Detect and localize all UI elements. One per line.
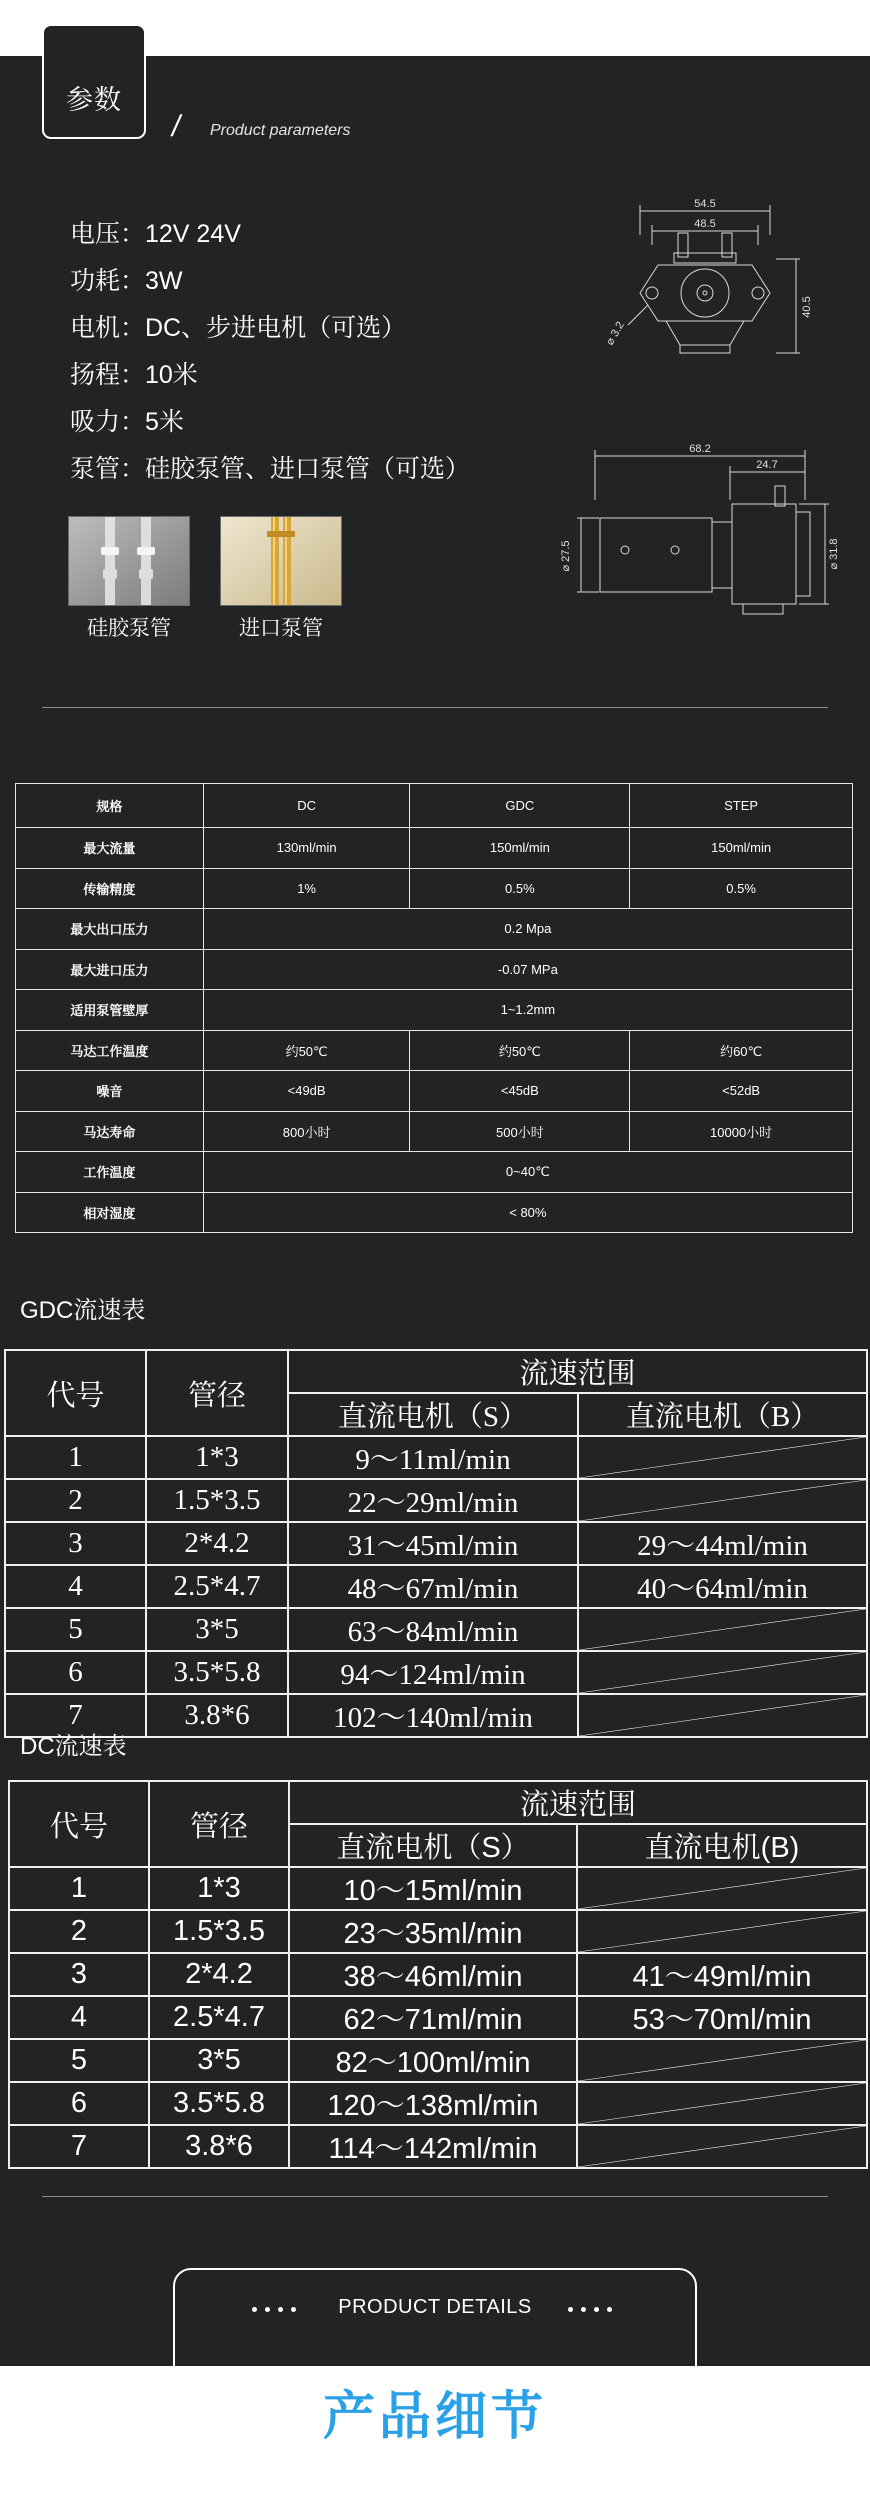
diameter-cell: 1*3 (149, 1867, 289, 1910)
flow-b-cell: 40～64ml/min (578, 1565, 867, 1608)
row-label: 最大出口压力 (16, 909, 204, 950)
product-details-heading: 产品细节 (322, 2388, 547, 2446)
table-cell: 约50℃ (203, 1030, 410, 1071)
header-cell: GDC (410, 784, 630, 828)
spec-suction: 吸力：5米 (70, 408, 184, 436)
range-header: 流速范围 (288, 1350, 867, 1393)
parameters-tab (42, 24, 146, 139)
flow-s-cell: 62～71ml/min (289, 1996, 577, 2039)
diameter-cell: 3*5 (149, 2039, 289, 2082)
table-cell: 1% (203, 868, 410, 909)
dc-header-row (9, 1781, 867, 1824)
table-row (16, 828, 853, 869)
code-cell: 7 (9, 2125, 149, 2168)
spec-head: 扬程：10米 (70, 361, 198, 389)
code-cell: 4 (9, 1996, 149, 2039)
table-cell: 0.5% (410, 868, 630, 909)
table-cell: 500小时 (410, 1111, 630, 1152)
row-label: 最大流量 (16, 828, 204, 869)
diameter-cell: 3.5*5.8 (146, 1651, 288, 1694)
flow-s-cell: 120～138ml/min (289, 2082, 577, 2125)
slash-divider: / (169, 110, 184, 143)
table-cell: 150ml/min (410, 828, 630, 869)
spec-table-header (16, 784, 853, 828)
flow-s-cell: 38～46ml/min (289, 1953, 577, 1996)
code-cell: 6 (5, 1651, 146, 1694)
dc-flow-table (8, 1780, 868, 2169)
diameter-header: 管径 (146, 1350, 288, 1436)
row-label: 相对湿度 (16, 1192, 204, 1233)
row-label: 最大进口压力 (16, 949, 204, 990)
table-cell-merged: 0.2 Mpa (203, 909, 852, 950)
table-row (16, 1111, 853, 1152)
spec-power: 功耗：3W (70, 267, 183, 295)
header-cell: DC (203, 784, 410, 828)
product-details-label: PRODUCT DETAILS (338, 2296, 532, 2318)
empty-diagonal-cell (578, 1479, 867, 1522)
diameter-cell: 1*3 (146, 1436, 288, 1479)
table-cell: 130ml/min (203, 828, 410, 869)
table-row (9, 1867, 867, 1910)
code-cell: 1 (5, 1436, 146, 1479)
diameter-cell: 3.8*6 (149, 2125, 289, 2168)
table-row (9, 1996, 867, 2039)
silicone-tube-caption: 硅胶泵管 (87, 617, 171, 640)
dim-outer-width: 54.5 (694, 198, 716, 210)
table-cell-merged: -0.07 MPa (203, 949, 852, 990)
empty-diagonal-cell (577, 2082, 867, 2125)
motor-s-header: 直流电机（S） (288, 1393, 578, 1436)
table-cell-merged: 0~40℃ (203, 1152, 852, 1193)
diameter-cell: 1.5*3.5 (146, 1479, 288, 1522)
table-row (16, 990, 853, 1031)
dot-icon (607, 2307, 612, 2312)
table-row (5, 1694, 867, 1737)
empty-diagonal-cell (578, 1608, 867, 1651)
table-cell-merged: < 80% (203, 1192, 852, 1233)
diameter-cell: 2*4.2 (149, 1953, 289, 1996)
table-row (5, 1565, 867, 1608)
code-cell: 2 (5, 1479, 146, 1522)
dim-length: 68.2 (689, 443, 711, 455)
table-row (9, 2039, 867, 2082)
diameter-cell: 3*5 (146, 1608, 288, 1651)
empty-diagonal-cell (578, 1651, 867, 1694)
row-label: 适用泵管壁厚 (16, 990, 204, 1031)
diameter-cell: 3.5*5.8 (149, 2082, 289, 2125)
flow-b-cell: 53～70ml/min (577, 1996, 867, 2039)
diameter-cell: 1.5*3.5 (149, 1910, 289, 1953)
code-cell: 6 (9, 2082, 149, 2125)
code-cell: 1 (9, 1867, 149, 1910)
diameter-cell: 3.8*6 (146, 1694, 288, 1737)
dim-hole: ⌀ 3.2 (603, 319, 627, 348)
motor-s-header: 直流电机（S） (289, 1824, 577, 1867)
range-header: 流速范围 (289, 1781, 867, 1824)
table-row (16, 1192, 853, 1233)
table-row (9, 1910, 867, 1953)
row-label: 传输精度 (16, 868, 204, 909)
motor-b-header: 直流电机(B) (577, 1824, 867, 1867)
table-row (16, 1152, 853, 1193)
flow-b-cell: 29～44ml/min (578, 1522, 867, 1565)
table-cell: 150ml/min (630, 828, 853, 869)
table-row (5, 1479, 867, 1522)
table-cell: <52dB (630, 1071, 853, 1112)
dot-icon (568, 2307, 573, 2312)
row-label: 马达工作温度 (16, 1030, 204, 1071)
silicone-tube-photo (68, 516, 190, 606)
empty-diagonal-cell (578, 1436, 867, 1479)
table-cell: 0.5% (630, 868, 853, 909)
diameter-cell: 2*4.2 (146, 1522, 288, 1565)
row-label: 噪音 (16, 1071, 204, 1112)
table-cell: <45dB (410, 1071, 630, 1112)
subtitle: Product parameters (210, 122, 351, 139)
table-cell: 约60℃ (630, 1030, 853, 1071)
header-cell: STEP (630, 784, 853, 828)
table-cell: 10000小时 (630, 1111, 853, 1152)
code-cell: 4 (5, 1565, 146, 1608)
dim-motor-diameter: ⌀ 27.5 (560, 540, 572, 572)
dim-inner-width: 48.5 (694, 218, 716, 230)
table-row (5, 1651, 867, 1694)
spec-voltage: 电压：12V 24V (70, 220, 241, 248)
flow-s-cell: 10～15ml/min (289, 1867, 577, 1910)
table-row (9, 2125, 867, 2168)
code-cell: 3 (9, 1953, 149, 1996)
code-cell: 3 (5, 1522, 146, 1565)
flow-s-cell: 22～29ml/min (288, 1479, 578, 1522)
table-row (5, 1436, 867, 1479)
table-cell: 800小时 (203, 1111, 410, 1152)
flow-s-cell: 63～84ml/min (288, 1608, 578, 1651)
table-row (5, 1522, 867, 1565)
diameter-cell: 2.5*4.7 (149, 1996, 289, 2039)
empty-diagonal-cell (578, 1694, 867, 1737)
table-row (16, 1030, 853, 1071)
row-label: 马达寿命 (16, 1111, 204, 1152)
gdc-table-title: GDC流速表 (20, 1297, 146, 1324)
pump-side-view-drawing (555, 440, 845, 650)
flow-b-cell: 41～49ml/min (577, 1953, 867, 1996)
flow-s-cell: 114～142ml/min (289, 2125, 577, 2168)
table-cell: <49dB (203, 1071, 410, 1112)
diameter-header: 管径 (149, 1781, 289, 1867)
table-row (16, 949, 853, 990)
divider-bottom (42, 2196, 828, 2197)
flow-s-cell: 94～124ml/min (288, 1651, 578, 1694)
diameter-cell: 2.5*4.7 (146, 1565, 288, 1608)
table-row (9, 2082, 867, 2125)
table-row (16, 868, 853, 909)
code-cell: 7 (5, 1694, 146, 1737)
flow-s-cell: 48～67ml/min (288, 1565, 578, 1608)
dim-head-diameter: ⌀ 31.8 (828, 538, 840, 570)
gdc-header-row (5, 1350, 867, 1393)
empty-diagonal-cell (577, 1867, 867, 1910)
code-cell: 5 (5, 1608, 146, 1651)
flow-s-cell: 23～35ml/min (289, 1910, 577, 1953)
gdc-flow-table (4, 1349, 868, 1738)
divider-top (42, 707, 828, 708)
flow-s-cell: 102～140ml/min (288, 1694, 578, 1737)
dc-table-title: DC流速表 (20, 1733, 127, 1760)
dot-icon (594, 2307, 599, 2312)
empty-diagonal-cell (577, 2125, 867, 2168)
code-cell: 5 (9, 2039, 149, 2082)
empty-diagonal-cell (577, 1910, 867, 1953)
table-row (9, 1953, 867, 1996)
code-header: 代号 (5, 1350, 146, 1436)
parameters-tab-label: 参数 (66, 85, 122, 115)
empty-diagonal-cell (577, 2039, 867, 2082)
silicone-tube-image (69, 517, 190, 606)
header-cell: 规格 (16, 784, 204, 828)
imported-tube-photo (220, 516, 342, 606)
table-row (16, 909, 853, 950)
imported-tube-image (221, 517, 342, 606)
code-cell: 2 (9, 1910, 149, 1953)
dim-height: 40.5 (801, 296, 813, 318)
motor-b-header: 直流电机（B） (578, 1393, 867, 1436)
dot-icon (581, 2307, 586, 2312)
imported-tube-caption: 进口泵管 (239, 617, 323, 640)
spec-motor: 电机：DC、步进电机（可选） (70, 314, 407, 342)
table-cell: 约50℃ (410, 1030, 630, 1071)
code-header: 代号 (9, 1781, 149, 1867)
flow-s-cell: 9～11ml/min (288, 1436, 578, 1479)
table-cell-merged: 1~1.2mm (203, 990, 852, 1031)
spec-table (15, 783, 853, 1233)
table-row (5, 1608, 867, 1651)
spec-tube: 泵管：硅胶泵管、进口泵管（可选） (70, 455, 471, 483)
pump-front-view-drawing (600, 195, 830, 395)
row-label: 工作温度 (16, 1152, 204, 1193)
flow-s-cell: 31～45ml/min (288, 1522, 578, 1565)
flow-s-cell: 82～100ml/min (289, 2039, 577, 2082)
dim-head-length: 24.7 (756, 459, 778, 471)
table-row (16, 1071, 853, 1112)
